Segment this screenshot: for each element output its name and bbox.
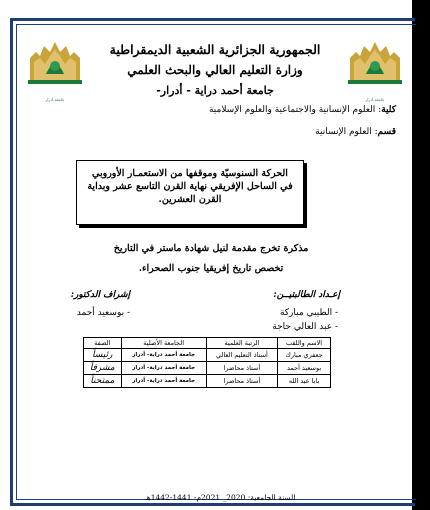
jury-cell-university: جامعة أحمد دراية- أدرار (121, 375, 206, 388)
jury-table-header-row (84, 338, 331, 349)
jury-cell-role: ممتحناً (84, 375, 122, 388)
supervisor-heading: إشراف الدكتور: (70, 290, 130, 300)
ministry-heading: وزارة التعليم العالي والبحث العلمي (127, 63, 303, 77)
department-label: قسم (377, 127, 396, 137)
jury-cell-role: مشرفاً (84, 362, 122, 375)
jury-table (83, 337, 331, 388)
jury-cell-rank: أستاذ محاضرا (206, 375, 277, 388)
memo-line-2: تخصص تاريخ إفريقيا جنوب الصحراء. (138, 263, 284, 274)
thesis-title-line-3: القرن العشرين. (158, 194, 222, 205)
table-row (84, 349, 331, 362)
thesis-title-line-2: في الساحل الإفريقي نهاية القرن التاسع عشر وبداية (87, 181, 293, 192)
department-value: : العلوم الإنسانية (315, 127, 378, 137)
faculty-line (209, 105, 396, 115)
jury-cell-rank: أستاذ التعليم العالي (206, 349, 277, 362)
jury-cell-university: جامعة أحمد دراية- أدرار (121, 349, 206, 362)
memo-line-1: مذكرة تخرج مقدمة لنيل شهادة ماستر في التاريخ (113, 243, 309, 254)
jury-cell-university: جامعة أحمد دراية- أدرار (121, 362, 206, 375)
table-row (84, 375, 331, 388)
thesis-title-line-1: الحركة السنوسيّة وموقفها من الاستعمـار الأوروبي (92, 168, 288, 179)
thesis-title-box (76, 160, 304, 225)
jury-header-university: الجامعة الأصلية (121, 338, 206, 349)
republic-heading: الجمهورية الجزائرية الشعبية الديمقراطية (109, 42, 321, 57)
university-emblem-icon (344, 36, 406, 96)
faculty-value: : العلوم الإنسانية والاجتماعية والعلوم الإسلامية (208, 105, 382, 115)
jury-header-role: الصفة (84, 338, 122, 349)
jury-header-name: الاسم واللقب (278, 338, 331, 349)
department-line (315, 127, 396, 137)
student-name-1: - الطيبي مباركة (279, 308, 338, 318)
jury-header-rank: الرتبة العلمية (206, 338, 277, 349)
jury-cell-name: جعفري مبارك (278, 349, 331, 362)
jury-cell-role: رئيساً (84, 349, 122, 362)
faculty-label: كلية (381, 105, 396, 115)
logo-left-caption: جامعة أدرار (45, 97, 65, 102)
university-logo-right (344, 36, 406, 102)
jury-cell-name: بوسعيد أحمد (278, 362, 331, 375)
jury-cell-name: بابا عبد الله (278, 375, 331, 388)
supervisor-name: - بوسعيد أحمد (76, 308, 130, 318)
university-emblem-icon (24, 36, 86, 96)
students-heading: إعـداد الطالبتيــن: (273, 290, 340, 300)
logo-right-caption: جامعة أدرار (365, 97, 385, 102)
table-row (84, 362, 331, 375)
university-heading: جامعة أحمد دراية - أدرار- (156, 84, 274, 97)
student-name-2: - عبد العالي حاجة (272, 322, 338, 332)
university-logo-left (24, 36, 86, 102)
jury-cell-rank: أستاذ محاضرا (206, 362, 277, 375)
academic-year: السنة الجامعية: 2020_ 2021م- 1441-1442هـ (144, 493, 296, 502)
